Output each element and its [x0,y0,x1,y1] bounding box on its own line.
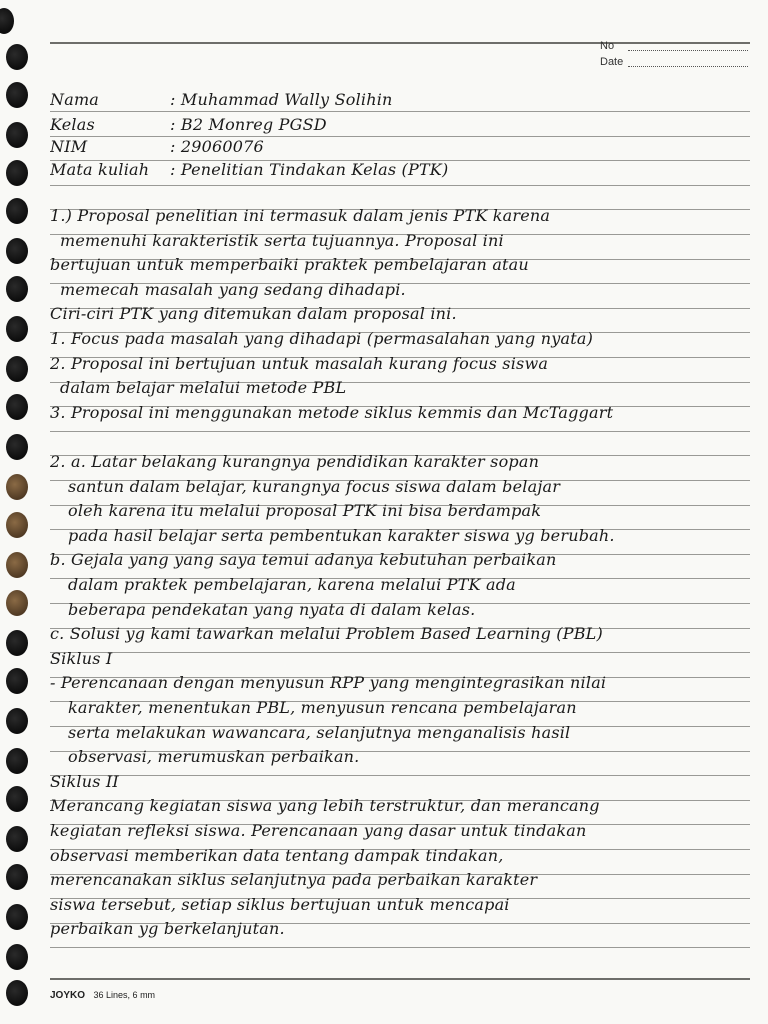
binder-hole [6,82,28,108]
binder-hole [6,276,28,302]
text-line: dalam belajar melalui metode PBL [60,378,347,397]
ruled-line [50,431,750,432]
text-line: dalam praktek pembelajaran, karena melalui PTK ada [68,575,516,594]
paper-spec: 36 Lines, 6 mm [93,990,156,1000]
binder-holes [0,0,40,1024]
bottom-rule [50,978,750,980]
text-line: 1. Focus pada masalah yang dihadapi (permasalahan yang nyata) [50,329,594,348]
nim-value: : 29060076 [170,137,264,156]
binder-hole [6,474,28,500]
nim-row [50,137,762,156]
footer [50,990,155,1001]
text-line: 2. a. Latar belakang kurangnya pendidikan karakter sopan [50,452,540,471]
text-line: memenuhi karakteristik serta tujuannya. Proposal ini [60,231,504,250]
ruled-line [50,111,750,112]
binder-hole [6,668,28,694]
binder-hole [0,8,14,34]
text-line: observasi, merumuskan perbaikan. [68,747,360,766]
binder-hole [6,238,28,264]
text-line: merencanakan siklus selanjutnya pada perbaikan karakter [50,870,538,889]
top-rule [50,42,750,44]
nama-label: Nama [50,90,100,109]
binder-hole [6,590,28,616]
text-line: siswa tersebut, setiap siklus bertujuan untuk mencapai [50,895,510,914]
binder-hole [6,316,28,342]
text-line: 3. Proposal ini menggunakan metode siklus kemmis dan McTaggart [50,403,614,422]
kelas-row [50,115,762,134]
binder-hole [6,904,28,930]
binder-hole [6,198,28,224]
matkul-value: : Penelitian Tindakan Kelas (PTK) [170,160,449,179]
binder-hole [6,44,28,70]
text-line: bertujuan untuk memperbaiki praktek pembelajaran atau [50,255,529,274]
text-line: kegiatan refleksi siswa. Perencanaan yang dasar untuk tindakan [50,821,587,840]
text-line: santun dalam belajar, kurangnya focus siswa dalam belajar [68,477,561,496]
binder-hole [6,160,28,186]
binder-hole [6,864,28,890]
text-line: 1.) Proposal penelitian ini termasuk dalam jenis PTK karena [50,206,551,225]
text-line: Siklus II [50,772,119,791]
binder-hole [6,512,28,538]
text-line: observasi memberikan data tentang dampak tindakan, [50,846,504,865]
binder-hole [6,944,28,970]
text-line: b. Gejala yang yang saya temui adanya kebutuhan perbaikan [50,550,557,569]
text-line: beberapa pendekatan yang nyata di dalam kelas. [68,600,476,619]
binder-hole [6,826,28,852]
text-line: Merancang kegiatan siswa yang lebih terstruktur, dan merancang [50,796,600,815]
binder-hole [6,630,28,656]
text-line: pada hasil belajar serta pembentukan karakter siswa yg berubah. [68,526,615,545]
text-line: oleh karena itu melalui proposal PTK ini bisa berdampak [68,501,542,520]
binder-hole [6,434,28,460]
text-line: - Perencanaan dengan menyusun RPP yang mengintegrasikan nilai [50,673,607,692]
text-line: c. Solusi yg kami tawarkan melalui Problem Based Learning (PBL) [50,624,603,643]
brand-logo: JOYKO [50,990,86,1001]
matkul-row [50,160,762,179]
binder-hole [6,748,28,774]
text-line: Ciri-ciri PTK yang ditemukan dalam proposal ini. [50,304,457,323]
date-field [600,56,623,68]
binder-hole [6,356,28,382]
nama-value: : Muhammad Wally Solihin [170,90,393,109]
text-line: 2. Proposal ini bertujuan untuk masalah kurang focus siswa [50,354,549,373]
ruled-line [50,185,750,186]
text-line: memecah masalah yang sedang dihadapi. [60,280,406,299]
text-line: serta melakukan wawancara, selanjutnya menganalisis hasil [68,723,571,742]
ruled-line [50,947,750,948]
no-label: No [600,40,615,52]
binder-hole [6,552,28,578]
binder-hole [6,394,28,420]
binder-hole [6,786,28,812]
kelas-label: Kelas [50,115,95,134]
text-line: perbaikan yg berkelanjutan. [50,919,285,938]
nim-label: NIM [50,137,88,156]
binder-hole [6,980,28,1006]
text-line: Siklus I [50,649,113,668]
date-label: Date [600,56,624,68]
text-line: karakter, menentukan PBL, menyusun rencana pembelajaran [68,698,577,717]
binder-hole [6,122,28,148]
binder-hole [6,708,28,734]
kelas-value: : B2 Monreg PGSD [170,115,327,134]
no-field [600,40,614,52]
nama-row [50,90,762,109]
matkul-label: Mata kuliah [50,160,150,179]
